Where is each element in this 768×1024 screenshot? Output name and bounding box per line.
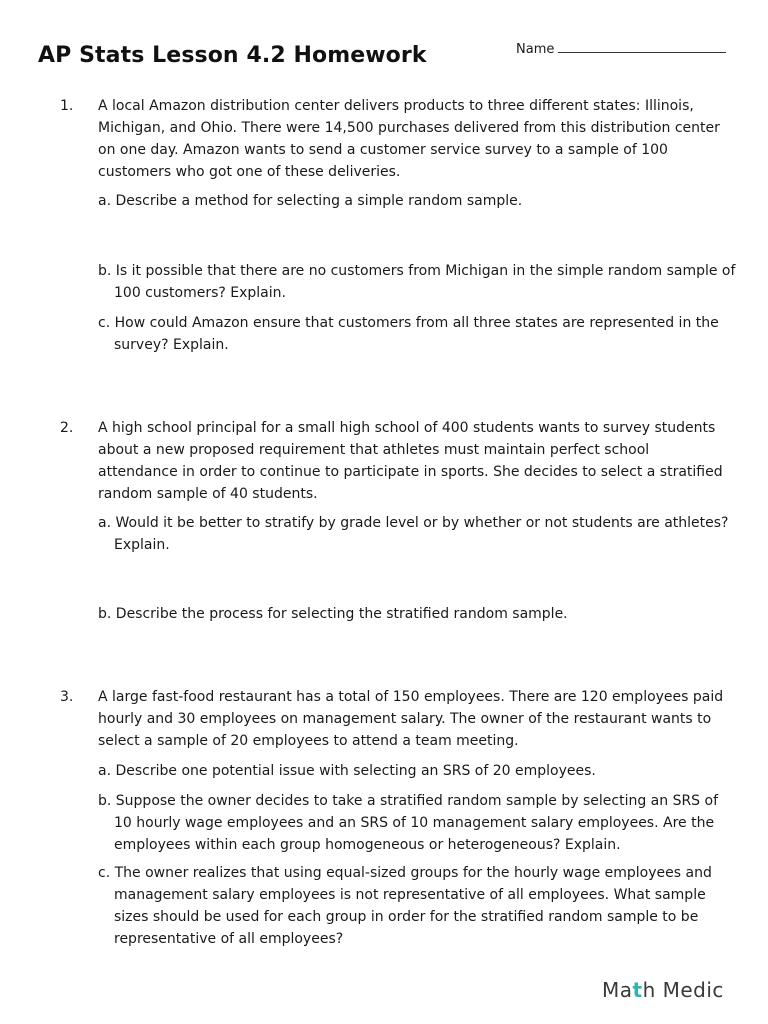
question-text: A local Amazon distribution center delivers products to three different states: Illinois, Michigan, and Ohio. There were 14,500 purchases delivered from this distribution center on one day. Amazon wants to send a customer service survey to a sample of 100 customers who got one of these deliveries. — [98, 98, 720, 180]
question-number: 2. — [60, 420, 74, 436]
question-1-part-c: c. How could Amazon ensure that customers from all three states are represented in the survey? Explain. — [98, 315, 719, 353]
question-2-part-b: b. Describe the process for selecting the stratified random sample. — [98, 606, 568, 622]
question-3-part-a: a. Describe one potential issue with selecting an SRS of 20 employees. — [98, 763, 596, 779]
question-2-part-a: a. Would it be better to stratify by grade level or by whether or not students are athletes? Explain. — [98, 515, 729, 553]
question-3-part-b: b. Suppose the owner decides to take a stratified random sample by selecting an SRS of 10 hourly wage employees and an SRS of 10 management salary employees. Are the employees within each group homogeneous or heterogeneous? Explain. — [98, 793, 719, 853]
name-label: Name — [516, 42, 555, 57]
question-1-part-b: b. Is it possible that there are no customers from Michigan in the simple random sample of 100 customers? Explain. — [98, 263, 736, 301]
question-text: A high school principal for a small high school of 400 students wants to survey students about a new proposed requirement that athletes must maintain perfect school attendance in order to continue to participate in sports. She decides to select a stratified random sample of 40 students. — [98, 420, 723, 502]
page-title: AP Stats Lesson 4.2 Homework — [38, 43, 427, 68]
question-text: A large fast-food restaurant has a total of 150 employees. There are 120 employees paid hourly and 30 employees on management salary. The owner of the restaurant wants to select a sample of 20 employees to attend a team meeting. — [98, 689, 724, 749]
logo-text-end: h Medic — [642, 978, 724, 1002]
logo-cross-mark: t — [632, 978, 643, 1002]
logo-text-start: Ma — [602, 978, 633, 1002]
question-number: 3. — [60, 689, 74, 705]
question-3-part-c: c. The owner realizes that using equal-sized groups for the hourly wage employees and management salary employees is not representative of all employees. What sample sizes should be used for each group in order for the stratified random sample to be representative of all employees? — [98, 865, 712, 947]
math-medic-logo — [602, 978, 724, 1002]
name-field — [516, 42, 726, 57]
question-number: 1. — [60, 98, 74, 114]
question-1-part-a: a. Describe a method for selecting a simple random sample. — [98, 193, 523, 209]
name-blank-line — [558, 42, 726, 53]
